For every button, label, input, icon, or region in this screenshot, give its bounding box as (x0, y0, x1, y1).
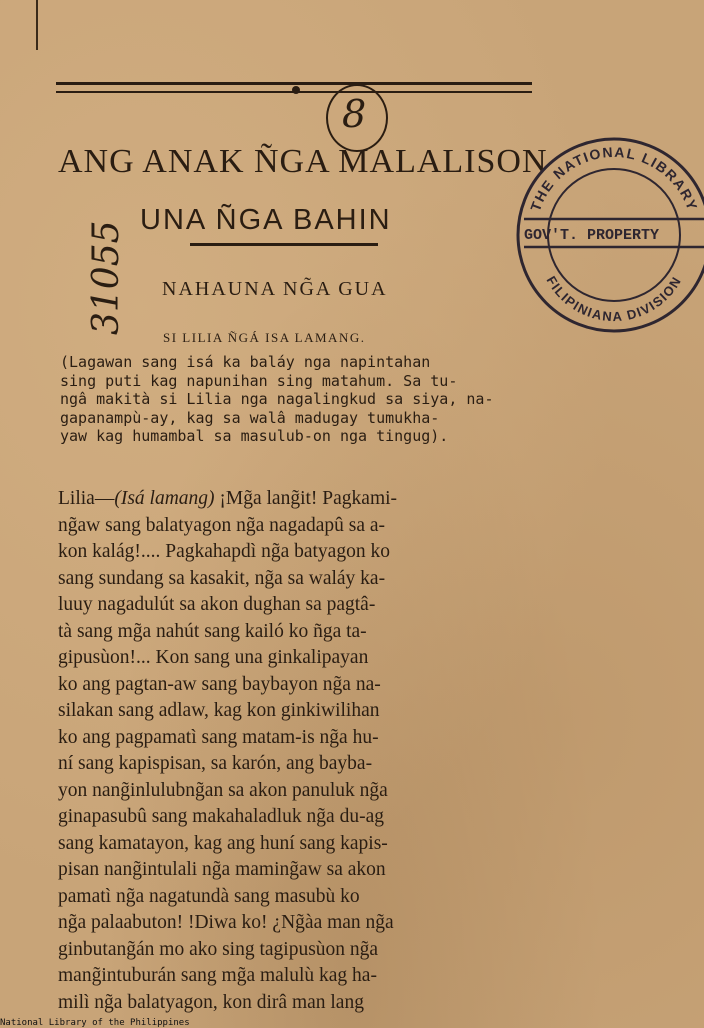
dialogue-line: sang sundang sa kasakit, ng̃a sa waláy ka- (58, 567, 386, 589)
dialogue-line: ng̃aw sang balatyagon ng̃a nagadapû sa a- (58, 514, 386, 536)
dialogue-first-line (58, 486, 538, 513)
stage-line: sing puti kag napunihan sing matahum. Sa tu- (60, 371, 458, 390)
dialogue-line: ginapasubû sang makahaladluk ng̃a du-ag (58, 806, 384, 827)
header-rule-ornament (292, 86, 300, 94)
page-edge-line (36, 0, 38, 50)
dialogue-line: ko ang pagtan-aw sang baybayon ng̃a na- (58, 673, 381, 695)
dialogue-body (58, 486, 538, 1016)
part-heading-underline (190, 243, 378, 246)
dialogue-line: pisan nang̃intulali ng̃a maming̃aw sa akon (58, 859, 386, 880)
dialogue-line: yon nang̃inlulubng̃an sa akon panuluk ng̃a (58, 779, 388, 801)
act-heading: NAHAUNA NG̃A GUA (162, 278, 388, 300)
dialogue-line: tà sang mg̃a nahút sang kailó ko ñga ta- (58, 620, 367, 642)
stamp-bottom-text: FILIPINIANA DIVISION (543, 273, 685, 325)
speaker-aside: (Isá lamang) (114, 488, 215, 509)
dialogue-first-line-text: ¡Mg̃a lang̃it! Pagkami- (214, 488, 398, 509)
speaker-name: Lilia— (58, 488, 115, 509)
stage-line: (Lagawan sang isá ka baláy nga napintahan (60, 353, 431, 371)
stamp-band-text: GOV'T. PROPERTY (524, 227, 660, 244)
page-number: 8 (342, 92, 367, 136)
dialogue-line: gipusùon!... Kon sang una ginkalipayan (58, 647, 369, 668)
dialogue-line: ní sang kapispisan, sa karón, ang bayba- (58, 753, 373, 774)
dialogue-line: ko ang pagpamatì sang matam-is ng̃a hu- (58, 726, 379, 748)
dialogue-line: sang kamatayon, kag ang huní sang kapis- (58, 832, 388, 854)
dialogue-line: silakan sang adlaw, kag kon ginkiwilihan (58, 700, 380, 721)
stage-line: gapanampù-ay, kag sa walâ madugay tumukha- (60, 408, 440, 427)
dialogue-line: pamatì ng̃a nagatundà sang masubù ko (58, 885, 360, 907)
dialogue-line: luuy nagadulút sa akon dughan sa pagtâ- (58, 594, 376, 615)
dialogue-line: mang̃intuburán sang mg̃a malulù kag ha- (58, 965, 377, 986)
dialogue-line: kon kalág!.... Pagkahapdì ng̃a batyagon ko (58, 541, 390, 562)
stage-line: yaw kag humambal sa masulub-on nga tingug). (60, 427, 449, 445)
play-title: ANG ANAK ÑGA MALALISON (58, 143, 548, 180)
stage-line: ngâ makità si Lilia nga nagalingkud sa siya, na- (60, 390, 494, 408)
library-stamp (514, 135, 704, 335)
scene-heading: SI LILIA ÑGÁ ISA LAMANG. (163, 330, 366, 345)
stamp-top-text: THE NATIONAL LIBRARY (527, 143, 701, 214)
handwritten-accession-text: 31055 (86, 220, 127, 335)
dialogue-line: ng̃a palaabuton! !Diwa ko! ¿Ng̃àa man ng̃a (58, 912, 394, 933)
handwritten-accession-note (50, 200, 140, 340)
dialogue-line: milì ng̃a balatyagon, kon dirâ man lang (58, 991, 364, 1013)
scan-footer: National Library of the Philippines (0, 1018, 190, 1028)
header-rule-top (56, 82, 532, 85)
part-heading: UNA ÑGA BAHIN (140, 204, 392, 236)
dialogue-line: ginbutang̃án mo ako sing tagipusùon ng̃a (58, 938, 379, 960)
stage-direction (60, 353, 532, 446)
